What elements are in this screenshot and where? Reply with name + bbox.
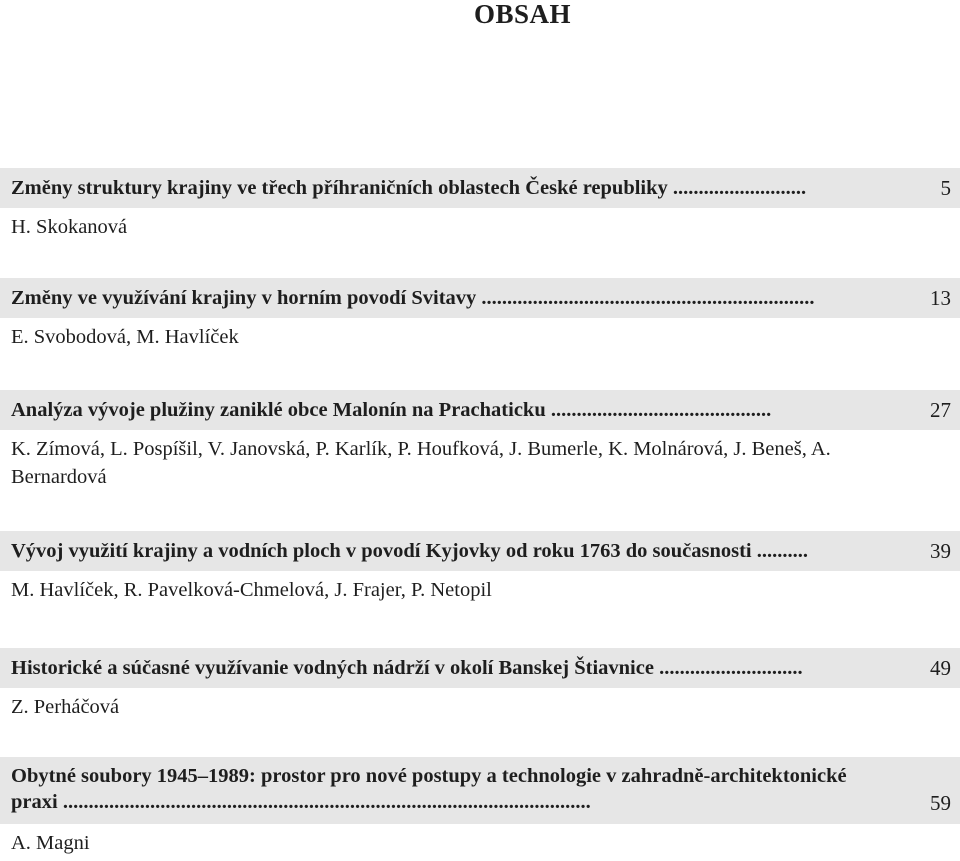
toc-authors: K. Zímová, L. Pospíšil, V. Janovská, P. Karlík, P. Houfková, J. Bumerle, K. Molnárová, J. Beneš, A. Bernardová (11, 438, 831, 488)
toc-page-number: 13 (930, 286, 951, 310)
toc-leader-dots: ....................................................................................................... (57, 791, 591, 813)
toc-leader-dots: .......................... (667, 177, 807, 199)
toc-title-band (0, 648, 960, 688)
toc-entry (0, 278, 960, 351)
toc-entry (0, 531, 960, 604)
toc-title-text: Změny ve využívání krajiny v horním povodí Svitavy (11, 287, 477, 309)
toc-leader-dots: ................................................................. (476, 287, 815, 309)
toc-title-band (0, 757, 960, 824)
toc-page-number: 59 (930, 791, 951, 815)
toc-leader-dots: .......... (751, 540, 808, 562)
toc-title-text: Historické a súčasné využívanie vodných nádrží v okolí Banskej Štiavnice (11, 657, 654, 679)
toc-authors: Z. Perháčová (11, 696, 120, 718)
toc-leader-dots: ............................ (653, 657, 803, 679)
toc-title[interactable] (11, 285, 881, 311)
toc-page-number: 49 (930, 656, 951, 680)
toc-page-number: 5 (940, 176, 951, 200)
toc-authors: E. Svobodová, M. Havlíček (11, 326, 239, 348)
toc-title-text: Obytné soubory 1945–1989: prostor pro nové postupy a technologie v zahradně-architektonické praxi (11, 765, 847, 813)
toc-title-band (0, 278, 960, 318)
page-title: OBSAH (473, 0, 572, 29)
toc-entry (0, 648, 960, 721)
toc-entry (0, 757, 960, 857)
toc-entry (0, 390, 960, 491)
toc-title-text: Analýza vývoje plužiny zaniklé obce Malonín na Prachaticku (11, 399, 546, 421)
toc-title[interactable] (11, 763, 881, 815)
toc-authors: H. Skokanová (11, 216, 128, 238)
toc-entry (0, 168, 960, 241)
toc-title[interactable] (11, 175, 881, 201)
toc-title-text: Změny struktury krajiny ve třech příhraničních oblastech České republiky (11, 177, 668, 199)
toc-title[interactable] (11, 397, 881, 423)
toc-title-band (0, 390, 960, 430)
toc-page-number: 27 (930, 398, 951, 422)
toc-leader-dots: ........................................... (545, 399, 772, 421)
toc-title-band (0, 168, 960, 208)
toc-title-text: Vývoj využití krajiny a vodních ploch v povodí Kyjovky od roku 1763 do současnosti (11, 540, 752, 562)
toc-page-number: 39 (930, 539, 951, 563)
toc-authors: A. Magni (11, 832, 90, 854)
toc-authors: M. Havlíček, R. Pavelková-Chmelová, J. Frajer, P. Netopil (11, 579, 492, 601)
toc-title-band (0, 531, 960, 571)
toc-title[interactable] (11, 655, 881, 681)
toc-title[interactable] (11, 538, 881, 564)
